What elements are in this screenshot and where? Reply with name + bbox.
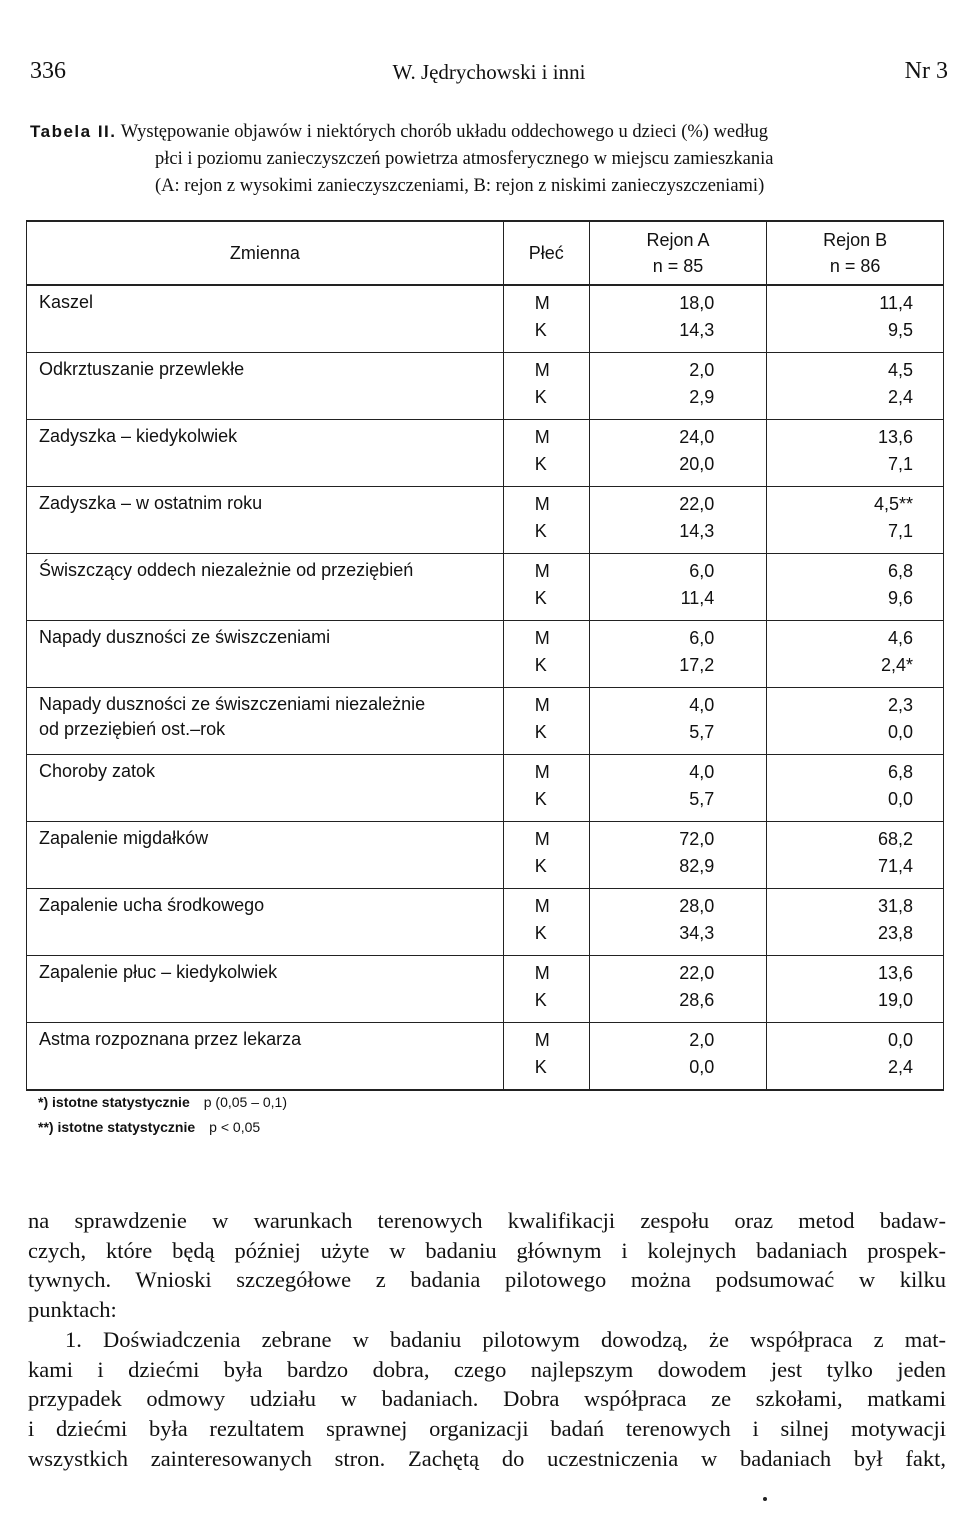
body-paragraph xyxy=(28,1206,946,1473)
caption-line-1: Tabela II. Występowanie objawów i niektórych chorób układu oddechowego u dzieci (%) według xyxy=(30,122,769,142)
region-a-cell: 72,0 82,9 xyxy=(589,822,767,889)
text-line: tywnych. Wnioski szczegółowe z badania pilotowego można podsumować w kilku xyxy=(28,1267,946,1293)
region-a-cell: 24,0 20,0 xyxy=(589,420,767,487)
table-row xyxy=(27,353,944,420)
region-a-cell: 18,0 14,3 xyxy=(589,285,767,353)
symptoms-table xyxy=(26,220,944,1091)
region-a-cell: 4,0 5,7 xyxy=(589,755,767,822)
table-row xyxy=(27,621,944,688)
region-b-cell: 68,2 71,4 xyxy=(767,822,944,889)
page-number: 336 xyxy=(30,58,66,84)
table-row xyxy=(27,956,944,1023)
region-a-cell: 2,0 0,0 xyxy=(589,1023,767,1091)
table-footnotes xyxy=(38,1090,287,1140)
table-row xyxy=(27,1023,944,1091)
region-b-cell: 4,5** 7,1 xyxy=(767,487,944,554)
region-a-cell: 4,0 5,7 xyxy=(589,688,767,755)
text-line: czych, które będą później użyte w badaniu głównym i kolejnych badaniach prospek- xyxy=(28,1237,946,1263)
caption-line-3: (A: rejon z wysokimi zanieczyszczeniami, B: rejon z niskimi zanieczyszczeniami) xyxy=(155,176,765,196)
variable-cell: Zadyszka – w ostatnim roku xyxy=(27,487,504,554)
sex-cell: M K xyxy=(503,353,589,420)
region-a-cell: 28,0 34,3 xyxy=(589,889,767,956)
region-a-cell: 2,0 2,9 xyxy=(589,353,767,420)
variable-cell: Napady duszności ze świszczeniami xyxy=(27,621,504,688)
region-b-cell: 13,6 19,0 xyxy=(767,956,944,1023)
region-b-cell: 0,0 2,4 xyxy=(767,1023,944,1091)
footnote: *) istotne statystycznie p (0,05 – 0,1) xyxy=(38,1094,288,1110)
sex-cell: M K xyxy=(503,1023,589,1091)
sex-cell: M K xyxy=(503,822,589,889)
header-region-a: Rejon A n = 85 xyxy=(589,221,767,285)
text-line: na sprawdzenie w warunkach terenowych kwalifikacji zespołu oraz metod badaw- xyxy=(28,1208,946,1233)
text-line: wszystkich zainteresowanych stron. Zachętą do uczestniczenia w badaniach był fakt, xyxy=(28,1445,946,1471)
text-line: punktach: xyxy=(28,1297,117,1323)
text-line: kami i dziećmi była bardzo dobra, czego najlepszym dowodem jest tylko jeden xyxy=(28,1356,946,1382)
sex-cell: M K xyxy=(503,285,589,353)
sex-cell: M K xyxy=(503,621,589,688)
table-row xyxy=(27,755,944,822)
table-row xyxy=(27,487,944,554)
sex-cell: M K xyxy=(503,554,589,621)
region-b-cell: 4,5 2,4 xyxy=(767,353,944,420)
table-caption xyxy=(30,118,955,200)
region-b-cell: 2,3 0,0 xyxy=(767,688,944,755)
table-label: Tabela II. xyxy=(30,122,117,141)
sex-cell: M K xyxy=(503,755,589,822)
table-row xyxy=(27,285,944,353)
table-header-row xyxy=(27,221,944,285)
text-line: i dziećmi była rezultatem sprawnej organizacji badań terenowych i silnej motywacji xyxy=(28,1415,946,1441)
page-header xyxy=(30,58,948,94)
text-line: 1. Doświadczenia zebrane w badaniu pilotowym dowodzą, że współpraca z mat- xyxy=(65,1326,946,1352)
table-row xyxy=(27,554,944,621)
region-b-cell: 6,8 9,6 xyxy=(767,554,944,621)
sex-cell: M K xyxy=(503,956,589,1023)
variable-cell: Astma rozpoznana przez lekarza xyxy=(27,1023,504,1091)
variable-cell: Kaszel xyxy=(27,285,504,353)
variable-cell: Odkrztuszanie przewlekłe xyxy=(27,353,504,420)
running-title: W. Jędrychowski i inni xyxy=(392,60,586,84)
variable-cell: Świszczący oddech niezależnie od przeziębień xyxy=(27,554,504,621)
variable-cell: Zadyszka – kiedykolwiek xyxy=(27,420,504,487)
text-line: przypadek odmowy udziału w badaniach. Dobra współpraca ze szkołami, matkami xyxy=(28,1386,946,1412)
sex-cell: M K xyxy=(503,688,589,755)
variable-cell: Zapalenie ucha środkowego xyxy=(27,889,504,956)
table-row xyxy=(27,688,944,755)
region-b-cell: 11,4 9,5 xyxy=(767,285,944,353)
variable-cell: Napady duszności ze świszczeniami niezależnie od przeziębień ost.–rok xyxy=(27,688,504,755)
variable-cell: Zapalenie płuc – kiedykolwiek xyxy=(27,956,504,1023)
region-a-cell: 6,0 17,2 xyxy=(589,621,767,688)
footnote: **) istotne statystycznie p < 0,05 xyxy=(38,1119,261,1135)
variable-cell: Choroby zatok xyxy=(27,755,504,822)
region-b-cell: 31,8 23,8 xyxy=(767,889,944,956)
region-a-cell: 22,0 14,3 xyxy=(589,487,767,554)
issue-number: Nr 3 xyxy=(904,58,948,84)
sex-cell: M K xyxy=(503,420,589,487)
sex-cell: M K xyxy=(503,889,589,956)
region-a-cell: 22,0 28,6 xyxy=(589,956,767,1023)
caption-line-2: płci i poziomu zanieczyszczeń powietrza atmosferycznego w miejscu zamieszkania xyxy=(155,149,774,169)
table-row xyxy=(27,420,944,487)
table-row xyxy=(27,889,944,956)
header-region-b: Rejon B n = 86 xyxy=(767,221,944,285)
region-b-cell: 6,8 0,0 xyxy=(767,755,944,822)
sex-cell: M K xyxy=(503,487,589,554)
region-b-cell: 13,6 7,1 xyxy=(767,420,944,487)
print-mark-dot xyxy=(763,1497,767,1501)
region-a-cell: 6,0 11,4 xyxy=(589,554,767,621)
variable-cell: Zapalenie migdałków xyxy=(27,822,504,889)
header-sex: Płeć xyxy=(503,221,589,285)
region-b-cell: 4,6 2,4* xyxy=(767,621,944,688)
table-row xyxy=(27,822,944,889)
header-variable: Zmienna xyxy=(27,221,504,285)
table-body xyxy=(27,285,944,1090)
